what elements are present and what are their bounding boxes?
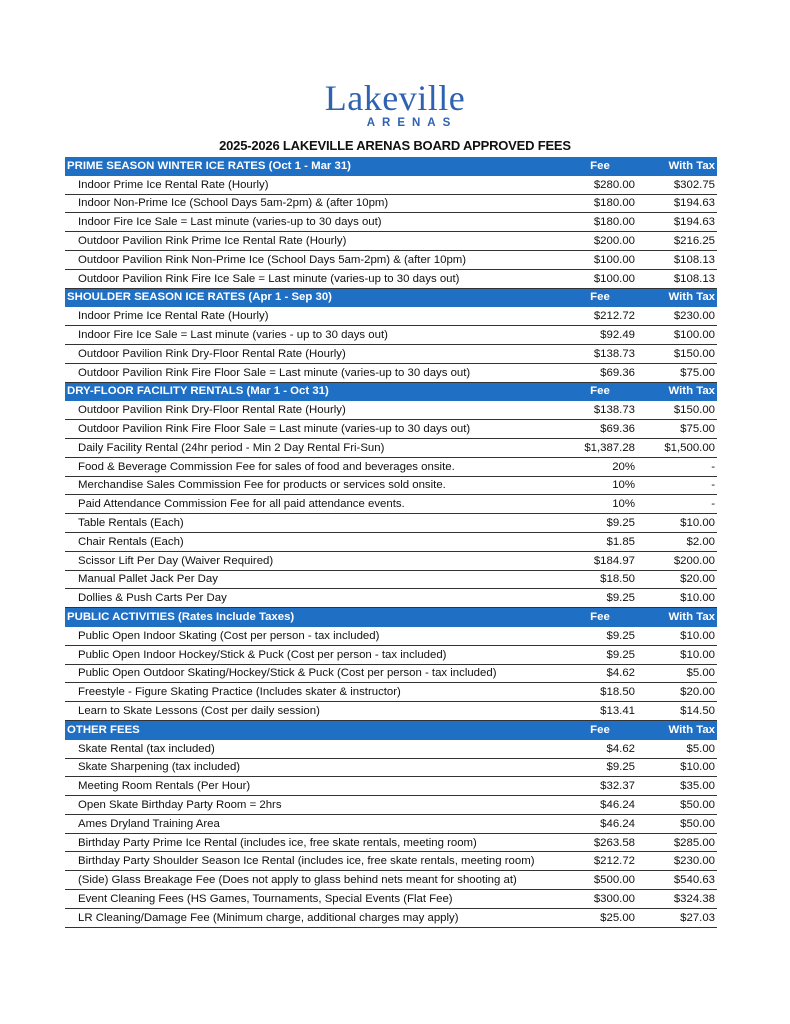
fee-amount: $180.00 — [593, 216, 635, 229]
fee-column-label: Fee — [590, 723, 610, 736]
fee-with-tax: - — [711, 498, 715, 511]
fee-description: Outdoor Pavilion Rink Dry-Floor Rental Rate (Hourly) — [78, 347, 346, 360]
fee-amount: $9.25 — [606, 517, 635, 530]
fee-description: Outdoor Pavilion Rink Fire Floor Sale = Last minute (varies-up to 30 days out) — [78, 423, 471, 436]
fee-with-tax: $302.75 — [673, 178, 715, 191]
fee-amount: $9.25 — [606, 761, 635, 774]
fee-description: Table Rentals (Each) — [78, 517, 184, 530]
fee-column-label: Fee — [590, 291, 610, 304]
fee-amount: $32.37 — [600, 780, 635, 793]
fee-description: Food & Beverage Commission Fee for sales of food and beverages onsite. — [78, 460, 455, 473]
fee-description: Dollies & Push Carts Per Day — [78, 592, 227, 605]
section-header — [65, 289, 717, 308]
fee-column-label: Fee — [590, 159, 610, 172]
fee-amount: $69.36 — [600, 423, 635, 436]
with-tax-column-label: With Tax — [668, 159, 715, 172]
fee-description: Outdoor Pavilion Rink Fire Ice Sale = Last minute (varies-up to 30 days out) — [78, 272, 460, 285]
fee-row — [65, 890, 717, 909]
fee-row — [65, 495, 717, 514]
fee-row — [65, 420, 717, 439]
fee-amount: $500.00 — [593, 874, 635, 887]
fee-row — [65, 458, 717, 477]
fee-with-tax: $5.00 — [686, 667, 715, 680]
fee-with-tax: $150.00 — [673, 347, 715, 360]
fee-with-tax: $20.00 — [680, 686, 715, 699]
fee-row — [65, 909, 717, 928]
with-tax-column-label: With Tax — [668, 723, 715, 736]
fee-description: Daily Facility Rental (24hr period - Min 2 Day Rental Fri-Sun) — [78, 441, 385, 454]
fee-with-tax: $230.00 — [673, 310, 715, 323]
fee-with-tax: $108.13 — [673, 253, 715, 266]
fee-description: Indoor Prime Ice Rental Rate (Hourly) — [78, 310, 269, 323]
fee-row — [65, 477, 717, 496]
section-heading: PRIME SEASON WINTER ICE RATES (Oct 1 - Mar 31) — [67, 159, 351, 172]
fee-amount: $4.62 — [606, 667, 635, 680]
fee-with-tax: $10.00 — [680, 517, 715, 530]
fee-amount: $138.73 — [593, 404, 635, 417]
fee-amount: 10% — [612, 498, 635, 511]
section-header — [65, 383, 717, 402]
fee-description: Freestyle - Figure Skating Practice (Includes skater & instructor) — [78, 686, 401, 699]
fee-with-tax: $100.00 — [673, 329, 715, 342]
fee-amount: $180.00 — [593, 197, 635, 210]
fee-row — [65, 364, 717, 383]
fee-amount: $100.00 — [593, 253, 635, 266]
fee-row — [65, 195, 717, 214]
fee-description: Outdoor Pavilion Rink Non-Prime Ice (School Days 5am-2pm) & (after 10pm) — [78, 253, 467, 266]
fee-table — [65, 157, 717, 928]
fee-description: Public Open Outdoor Skating/Hockey/Stick & Puck (Cost per person - tax included) — [78, 667, 497, 680]
fee-amount: $100.00 — [593, 272, 635, 285]
fee-row — [65, 326, 717, 345]
fee-amount: $212.72 — [593, 855, 635, 868]
fee-description: Birthday Party Shoulder Season Ice Rental (includes ice, free skate rentals, meeting room) — [78, 855, 535, 868]
fee-description: Indoor Prime Ice Rental Rate (Hourly) — [78, 178, 269, 191]
fee-with-tax: $540.63 — [673, 874, 715, 887]
fee-with-tax: $20.00 — [680, 573, 715, 586]
fee-with-tax: $10.00 — [680, 592, 715, 605]
fee-amount: $13.41 — [600, 705, 635, 717]
logo-wordmark: Lakeville — [324, 78, 466, 118]
section-heading: PUBLIC ACTIVITIES (Rates Include Taxes) — [67, 611, 295, 624]
fee-amount: $18.50 — [600, 573, 635, 586]
fee-description: (Side) Glass Breakage Fee (Does not apply to glass behind nets meant for shooting at) — [78, 874, 517, 887]
fee-with-tax: $75.00 — [680, 366, 715, 379]
section-header — [65, 608, 717, 627]
with-tax-column-label: With Tax — [668, 385, 715, 398]
fee-with-tax: $5.00 — [686, 742, 715, 755]
fee-description: Manual Pallet Jack Per Day — [78, 573, 218, 586]
fee-amount: 10% — [612, 479, 635, 492]
fee-with-tax: $27.03 — [680, 911, 715, 924]
fee-description: Ames Dryland Training Area — [78, 817, 220, 830]
fee-row — [65, 213, 717, 232]
fee-with-tax: $14.50 — [680, 705, 715, 717]
fee-amount: $200.00 — [593, 235, 635, 248]
fee-description: Public Open Indoor Hockey/Stick & Puck (Cost per person - tax included) — [78, 648, 447, 661]
fee-column-label: Fee — [590, 611, 610, 624]
logo-subtitle: ARENAS — [366, 117, 458, 129]
fee-row — [65, 646, 717, 665]
fee-with-tax: $50.00 — [680, 798, 715, 811]
fee-description: Open Skate Birthday Party Room = 2hrs — [78, 798, 282, 811]
fee-with-tax: $108.13 — [673, 272, 715, 285]
fee-amount: $1.85 — [606, 535, 635, 548]
fee-description: Learn to Skate Lessons (Cost per daily session) — [78, 705, 320, 717]
fee-with-tax: $35.00 — [680, 780, 715, 793]
fee-row — [65, 683, 717, 702]
fee-row — [65, 571, 717, 590]
fee-amount: $46.24 — [600, 817, 635, 830]
fee-amount: $4.62 — [606, 742, 635, 755]
fee-amount: $184.97 — [593, 554, 635, 567]
fee-with-tax: $10.00 — [680, 629, 715, 642]
with-tax-column-label: With Tax — [668, 611, 715, 624]
fee-row — [65, 401, 717, 420]
fee-with-tax: $194.63 — [673, 197, 715, 210]
fee-with-tax: $194.63 — [673, 216, 715, 229]
fee-row — [65, 514, 717, 533]
fee-amount: $1,387.28 — [584, 441, 635, 454]
fee-row — [65, 232, 717, 251]
fee-with-tax: $324.38 — [673, 892, 715, 905]
fee-column-label: Fee — [590, 385, 610, 398]
fee-description: Chair Rentals (Each) — [78, 535, 184, 548]
fee-description: Indoor Fire Ice Sale = Last minute (varies-up to 30 days out) — [78, 216, 382, 229]
fee-row — [65, 759, 717, 778]
fee-amount: $9.25 — [606, 648, 635, 661]
fee-row — [65, 871, 717, 890]
section-header — [65, 721, 717, 740]
fee-amount: $263.58 — [593, 836, 635, 849]
section-heading: SHOULDER SEASON ICE RATES (Apr 1 - Sep 30) — [67, 291, 332, 304]
fee-row — [65, 777, 717, 796]
fee-with-tax: $150.00 — [673, 404, 715, 417]
fee-description: Skate Sharpening (tax included) — [78, 761, 241, 774]
fee-row — [65, 439, 717, 458]
fee-row — [65, 176, 717, 195]
fee-description: Paid Attendance Commission Fee for all paid attendance events. — [78, 498, 405, 511]
fee-row — [65, 251, 717, 270]
fee-with-tax: $10.00 — [680, 648, 715, 661]
fee-row — [65, 589, 717, 608]
fee-description: Skate Rental (tax included) — [78, 742, 215, 755]
section-heading: DRY-FLOOR FACILITY RENTALS (Mar 1 - Oct 31) — [67, 385, 329, 398]
fee-amount: $138.73 — [593, 347, 635, 360]
fee-row — [65, 796, 717, 815]
fee-amount: 20% — [612, 460, 635, 473]
fee-row — [65, 552, 717, 571]
fee-with-tax: $216.25 — [673, 235, 715, 248]
fee-row — [65, 307, 717, 326]
fee-description: Public Open Indoor Skating (Cost per person - tax included) — [78, 629, 380, 642]
fee-amount: $9.25 — [606, 629, 635, 642]
fee-description: Outdoor Pavilion Rink Fire Floor Sale = Last minute (varies-up to 30 days out) — [78, 366, 471, 379]
fee-amount: $92.49 — [600, 329, 635, 342]
fee-description: Indoor Fire Ice Sale = Last minute (varies - up to 30 days out) — [78, 329, 388, 342]
fee-description: Birthday Party Prime Ice Rental (includes ice, free skate rentals, meeting room) — [78, 836, 477, 849]
fee-with-tax: $1,500.00 — [664, 441, 715, 454]
fee-with-tax: - — [711, 460, 715, 473]
fee-row — [65, 533, 717, 552]
lakeville-arenas-logo — [0, 80, 790, 129]
fee-with-tax: $50.00 — [680, 817, 715, 830]
section-header — [65, 157, 717, 176]
fee-amount: $25.00 — [600, 911, 635, 924]
fee-row — [65, 345, 717, 364]
fee-description: Merchandise Sales Commission Fee for products or services sold onsite. — [78, 479, 446, 492]
fee-row — [65, 740, 717, 759]
fee-with-tax: $75.00 — [680, 423, 715, 436]
fee-amount: $18.50 — [600, 686, 635, 699]
fee-row — [65, 852, 717, 871]
fee-with-tax: $2.00 — [686, 535, 715, 548]
fee-description: Outdoor Pavilion Rink Dry-Floor Rental Rate (Hourly) — [78, 404, 346, 417]
fee-amount: $9.25 — [606, 592, 635, 605]
fee-row — [65, 627, 717, 646]
fee-description: Event Cleaning Fees (HS Games, Tournaments, Special Events (Flat Fee) — [78, 892, 453, 905]
fee-row — [65, 665, 717, 684]
fee-amount: $212.72 — [593, 310, 635, 323]
fee-description: Scissor Lift Per Day (Waiver Required) — [78, 554, 274, 567]
fee-amount: $300.00 — [593, 892, 635, 905]
fee-row — [65, 834, 717, 853]
fee-row — [65, 270, 717, 289]
document-title: 2025-2026 LAKEVILLE ARENAS BOARD APPROVED FEES — [219, 138, 571, 153]
fee-description: Outdoor Pavilion Rink Prime Ice Rental Rate (Hourly) — [78, 235, 347, 248]
fee-row — [65, 815, 717, 834]
fee-amount: $46.24 — [600, 798, 635, 811]
fee-description: Indoor Non-Prime Ice (School Days 5am-2pm) & (after 10pm) — [78, 197, 389, 210]
fee-with-tax: $200.00 — [673, 554, 715, 567]
section-heading: OTHER FEES — [67, 723, 140, 736]
fee-with-tax: $230.00 — [673, 855, 715, 868]
with-tax-column-label: With Tax — [668, 291, 715, 304]
fee-row — [65, 702, 717, 721]
fee-description: Meeting Room Rentals (Per Hour) — [78, 780, 251, 793]
fee-with-tax: - — [711, 479, 715, 492]
fee-with-tax: $10.00 — [680, 761, 715, 774]
fee-with-tax: $285.00 — [673, 836, 715, 849]
fee-description: LR Cleaning/Damage Fee (Minimum charge, additional charges may apply) — [78, 911, 459, 924]
fee-amount: $69.36 — [600, 366, 635, 379]
fee-amount: $280.00 — [593, 178, 635, 191]
